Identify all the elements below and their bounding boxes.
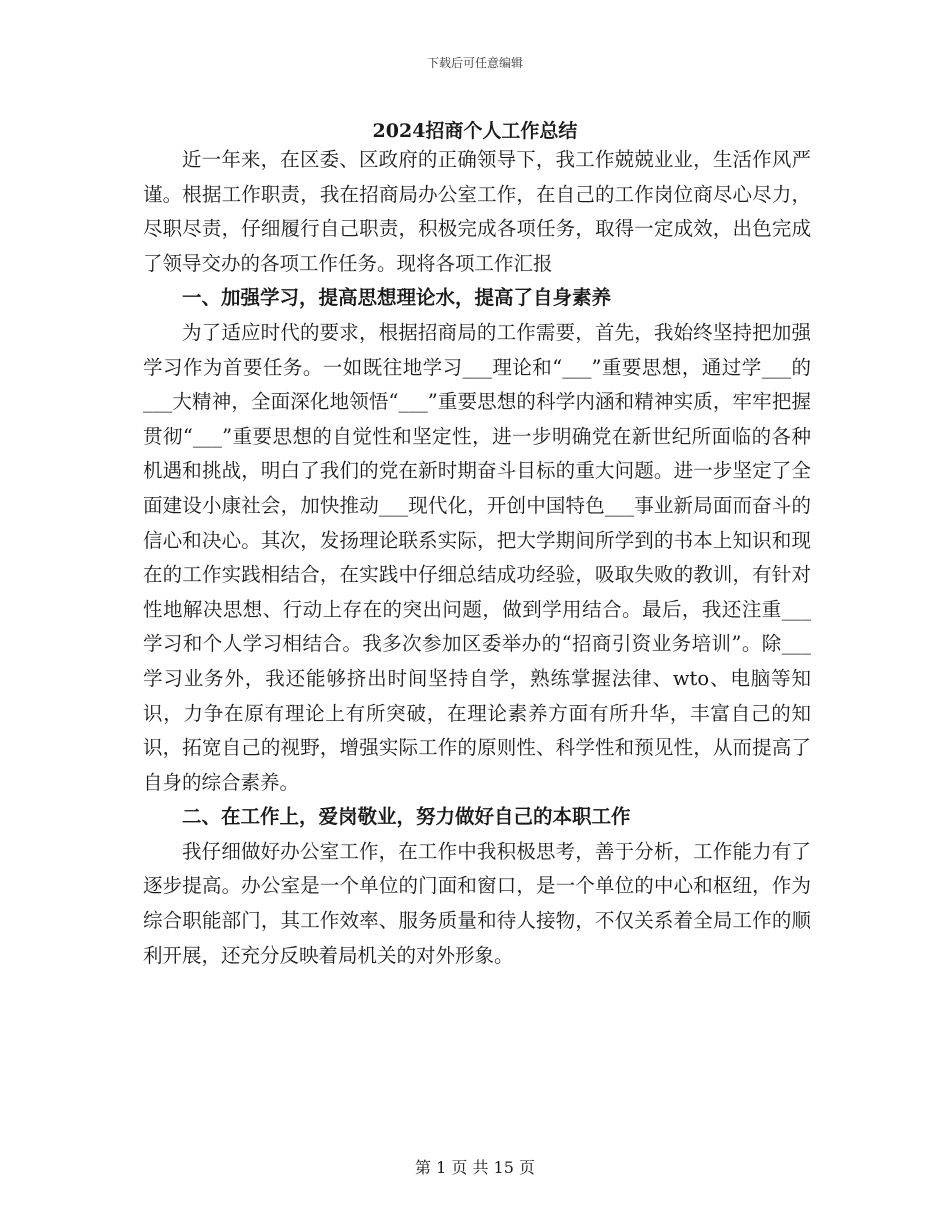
section-heading-2: 二、在工作上，爱岗敬业，努力做好自己的本职工作 xyxy=(182,805,631,829)
section-1-paragraph: 为了适应时代的要求，根据招商局的工作需要，首先，我始终坚持把加强学习作为首要任务。一如既往地学习___理论和“___”重要思想，通过学___的___大精神，全面深化地领悟“___”重要思想的科学内涵和精神实质，牢牢把握贯彻“___”重要思想的自觉性和坚定性，进一步明确党在新世纪所面临的各种机遇和挑战，明白了我们的党在新时期奋斗目标的重大问题。进一步坚定了全面建设小康社会，加快推动___现代化，开创中国特色___事业新局面而奋斗的信心和决心。其次，发扬理论联系实际，把大学期间所学到的书本上知识和现在的工作实践相结合，在实践中仔细总结成功经验，吸取失败的教训，有针对性地解决思想、行动上存在的突出问题，做到学用结合。最后，我还注重___学习和个人学习相结合。我多次参加区委举办的“招商引资业务培训”。除___学习业务外，我还能够挤出时间坚持自学，熟练掌握法律、wto、电脑等知识，力争在原有理论上有所突破，在理论素养方面有所升华，丰富自己的知识，拓宽自己的视野，增强实际工作的原则性、科学性和预见性，从而提高了自身的综合素养。 xyxy=(143,320,811,794)
section-heading-1: 一、加强学习，提高思想理论水，提高了自身素养 xyxy=(182,286,612,310)
page-footer: 第 1 页 共 15 页 xyxy=(415,1158,535,1177)
document-title: 2024招商个人工作总结 xyxy=(372,120,578,142)
page-header-note: 下载后可任意编辑 xyxy=(426,56,523,70)
intro-paragraph: 近一年来，在区委、区政府的正确领导下，我工作兢兢业业，生活作风严谨。根据工作职责，我在招商局办公室工作，在自己的工作岗位商尽心尽力，尽职尽责，仔细履行自己职责，积极完成各项任务，取得一定成效，出色完成了领导交办的各项工作任务。现将各项工作汇报 xyxy=(143,148,811,275)
section-2-paragraph: 我仔细做好办公室工作，在工作中我积极思考，善于分析，工作能力有了逐步提高。办公室是一个单位的门面和窗口，是一个单位的中心和枢纽，作为综合职能部门，其工作效率、服务质量和待人接物，不仅关系着全局工作的顺利开展，还充分反映着局机关的对外形象。 xyxy=(143,839,811,967)
document-body xyxy=(143,143,811,973)
